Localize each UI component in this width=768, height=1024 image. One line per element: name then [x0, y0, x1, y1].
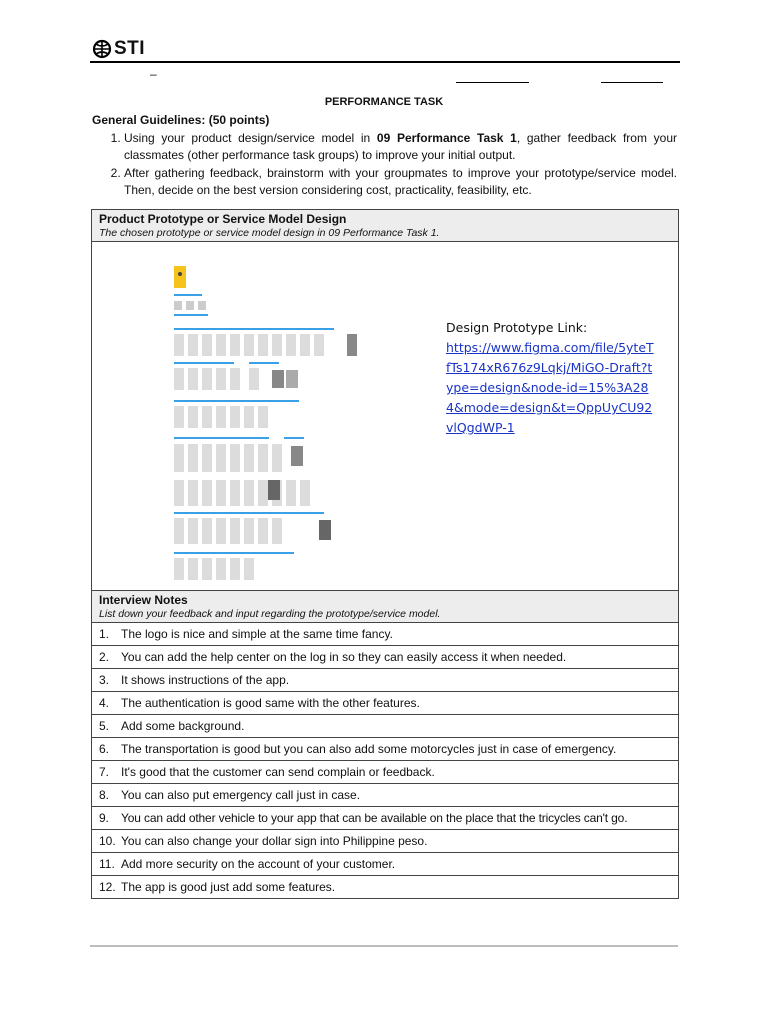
- interview-subtitle: List down your feedback and input regarding the prototype/service model.: [99, 608, 441, 620]
- prototype-image-cell: [92, 242, 679, 591]
- logo-text: STI: [114, 38, 146, 59]
- header-dash: –: [150, 67, 157, 81]
- note-row: 4. The authentication is good same with the other features.: [92, 692, 679, 715]
- guideline-item: 2. After gathering feedback, brainstorm with your groupmates to improve your prototype/service model. Then, decide on the best version considering cost, practicality, feasibility, etc.: [124, 165, 677, 200]
- note-row: 7. It's good that the customer can send complain or feedback.: [92, 761, 679, 784]
- prototype-title: Product Prototype or Service Model Design: [99, 212, 347, 226]
- prototype-subtitle: The chosen prototype or service model design in 09 Performance Task 1.: [99, 227, 440, 239]
- note-row: 10. You can also change your dollar sign into Philippine peso.: [92, 830, 679, 853]
- header-rule: [90, 61, 680, 63]
- general-guidelines: [92, 112, 677, 200]
- blank-line-2: [601, 82, 663, 83]
- note-row: 6. The transportation is good but you can also add some motorcycles just in case of emergency.: [92, 738, 679, 761]
- note-row: 5. Add some background.: [92, 715, 679, 738]
- task-table: [91, 209, 679, 899]
- prototype-header: [92, 210, 679, 242]
- note-row: 11. Add more security on the account of your customer.: [92, 853, 679, 876]
- note-row: 9. You can add other vehicle to your app that can be available on the place that the tricycles can't go.: [92, 807, 679, 830]
- note-row: 8. You can also put emergency call just in case.: [92, 784, 679, 807]
- guidelines-list: [92, 130, 677, 200]
- page-title: PERFORMANCE TASK: [324, 96, 444, 108]
- note-row: 12. The app is good just add some features.: [92, 876, 679, 899]
- design-prototype-link-box: [446, 318, 656, 438]
- link-label: Design Prototype Link:: [446, 320, 588, 335]
- sti-logo: [92, 38, 145, 60]
- figma-link[interactable]: https://www.figma.com/file/5yteTfTs174xR676z9Lqkj/MiGO-Draft?type=design&node-id=15%3A284&mode=design&t=QppUyCU92vlQgdWP-1: [446, 340, 654, 435]
- footer-rule: [90, 945, 678, 947]
- note-row: 3. It shows instructions of the app.: [92, 669, 679, 692]
- note-row: 2. You can add the help center on the log in so they can easily access it when needed.: [92, 646, 679, 669]
- prototype-screens-thumbnail: [174, 262, 359, 582]
- interview-header: [92, 591, 679, 623]
- interview-title: Interview Notes: [99, 593, 188, 607]
- blank-line-1: [456, 82, 529, 83]
- sti-globe-icon: [92, 39, 112, 59]
- note-row: 1. The logo is nice and simple at the same time fancy.: [92, 623, 679, 646]
- guidelines-heading: General Guidelines: (50 points): [92, 113, 270, 127]
- guideline-item: 1. Using your product design/service model in 09 Performance Task 1, gather feedback from your classmates (other performance task groups) to improve your initial output.: [124, 130, 677, 165]
